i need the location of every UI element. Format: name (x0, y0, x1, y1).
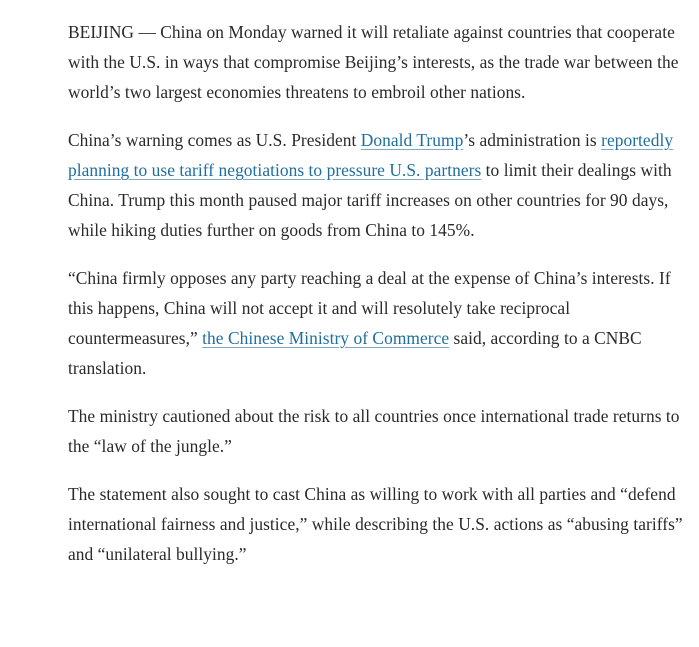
paragraph-4-text: The ministry cautioned about the risk to all countries once international trade returns to the “law of the jungle.” (68, 406, 680, 456)
paragraph-2-text-before: China’s warning comes as U.S. President (68, 130, 361, 150)
paragraph-1-text: BEIJING — China on Monday warned it will retaliate against countries that cooperate with the U.S. in ways that compromise Beijing’s interests, as the trade war between the world’s two largest economies threatens to embroil other nations. (68, 22, 679, 102)
paragraph-1 (68, 17, 688, 107)
tariff-negotiations-link[interactable]: reportedly planning to use tariff negotiations to pressure U.S. partners (68, 130, 674, 180)
paragraph-2 (68, 125, 688, 245)
paragraph-3-text-after: said, according to a CNBC translation. (68, 328, 642, 378)
paragraph-5-text: The statement also sought to cast China as willing to work with all parties and “defend international fairness and justice,” while describing the U.S. actions as “abusing tariffs” and “unilateral bullying.” (68, 484, 683, 564)
paragraph-2-text-after: to limit their dealings with China. Trump this month paused major tariff increases on other countries for 90 days, while hiking duties further on goods from China to 145%. (68, 160, 672, 240)
ministry-of-commerce-link[interactable]: the Chinese Ministry of Commerce (202, 328, 450, 348)
donald-trump-link[interactable]: Donald Trump (360, 130, 464, 150)
paragraph-2-text-between: ’s administration is (463, 130, 602, 150)
paragraph-4 (68, 401, 688, 461)
paragraph-3-text-before: “China firmly opposes any party reaching a deal at the expense of China’s interests. If this happens, China will not accept it and will resolutely take reciprocal countermeasures,” (68, 268, 671, 348)
paragraph-5 (68, 479, 688, 569)
article-body (68, 17, 688, 587)
paragraph-3 (68, 263, 688, 383)
